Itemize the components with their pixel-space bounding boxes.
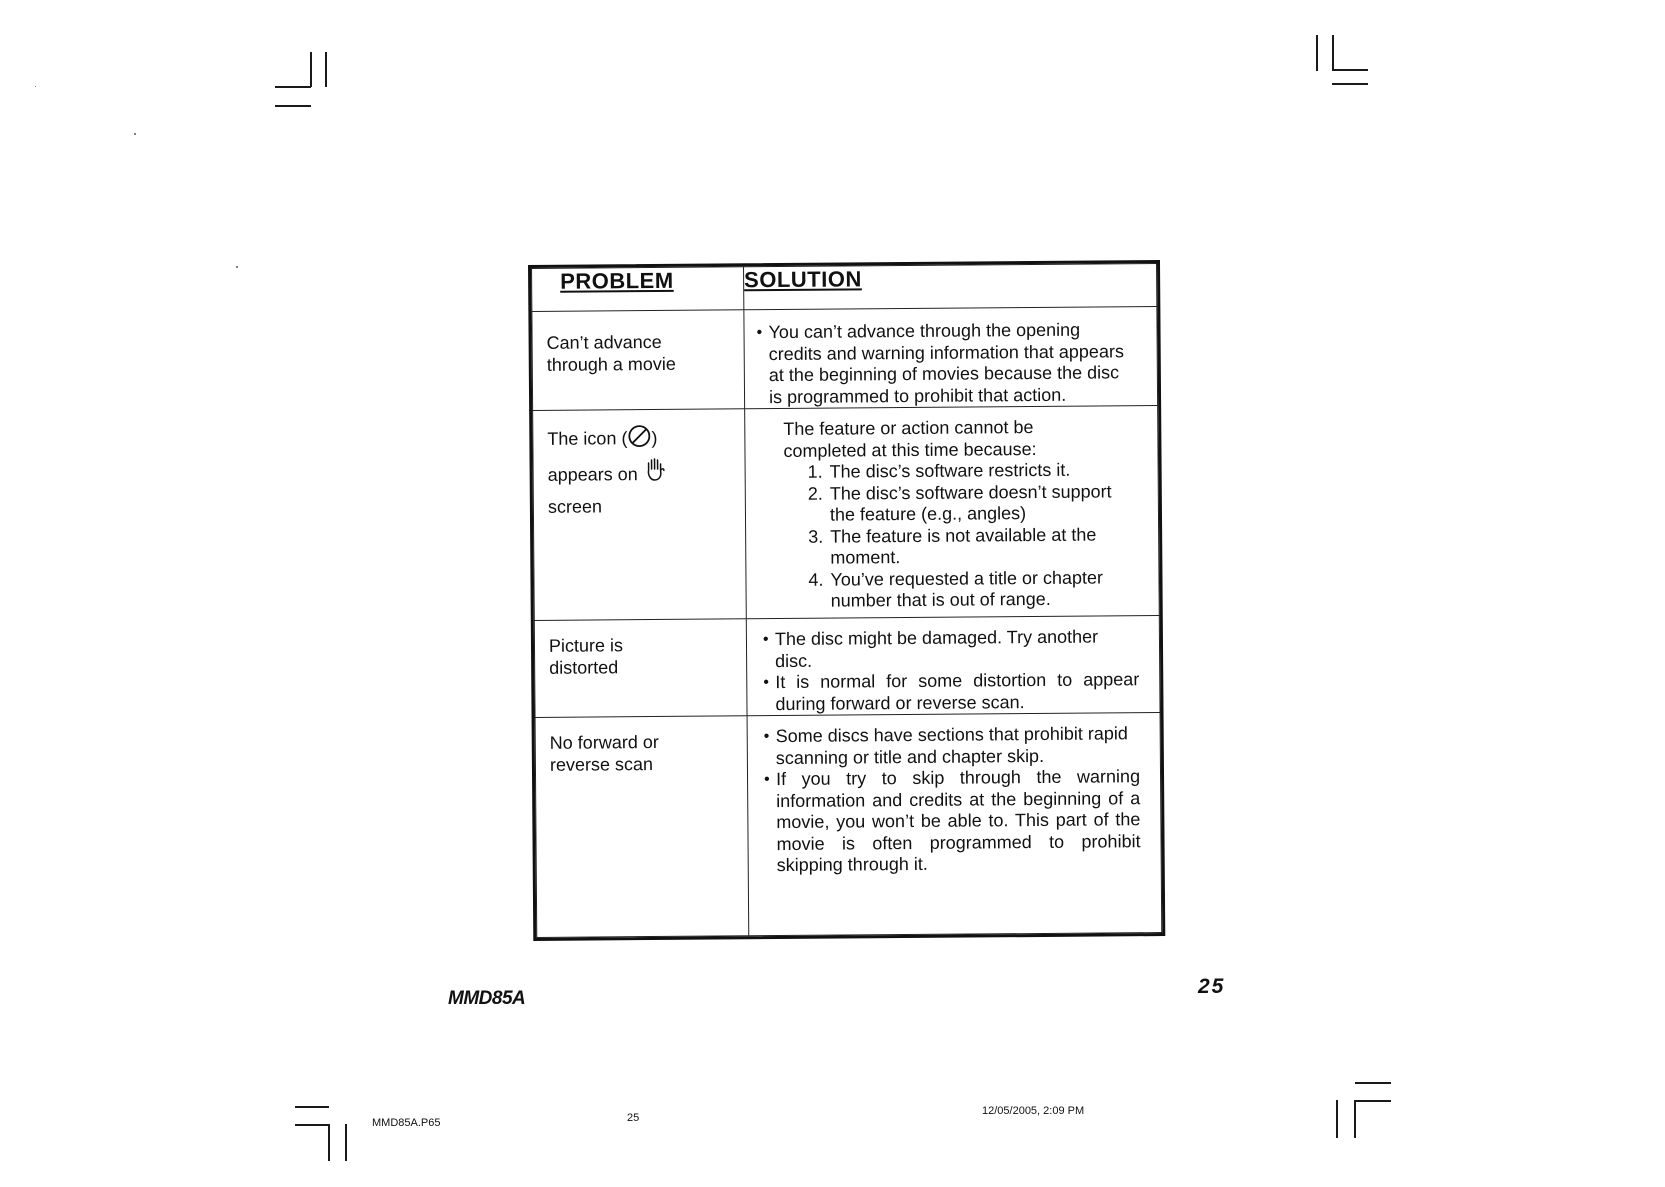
scan-speck: [134, 133, 136, 135]
print-file-name: MMD85A.P65: [372, 1117, 441, 1129]
reason-list: [758, 459, 1139, 612]
problem-header: PROBLEM: [560, 267, 674, 294]
solution-bullet: • The disc might be damaged. Try another disc.: [763, 626, 1139, 672]
crop-mark-top-right-v2: [1332, 35, 1334, 71]
troubleshooting-table: [528, 260, 1165, 941]
table-row: [534, 616, 1160, 718]
table-row: [535, 713, 1162, 938]
solution-bullet: • It is normal for some distortion to appear during forward or reverse scan.: [763, 669, 1140, 714]
hand-stop-icon: [643, 456, 667, 492]
solution-intro: The feature or action cannot be completed at this time because:: [783, 417, 1037, 461]
solution-bullet: • Some discs have sections that prohibit rapid scanning or title and chapter skip.: [764, 723, 1140, 769]
prohibited-circle-icon: [627, 424, 651, 456]
crop-mark-top-right-v1: [1316, 35, 1318, 71]
crop-mark-bottom-left-h1: [295, 1106, 329, 1108]
solution-bullet: • If you try to skip through the warning information and credits at the beginning of a movie, you won’t be able to. This part of the movie is often programmed to prohibit skipping through it.: [763, 766, 1141, 876]
crop-mark-bottom-right-h1: [1355, 1082, 1391, 1084]
problem-text: The icon (: [547, 428, 628, 449]
problem-cell: [534, 619, 747, 718]
solution-text: It is normal for some distortion to appear during forward or reverse scan.: [775, 669, 1140, 714]
problem-text: Picture is: [548, 635, 624, 656]
solution-cell: [746, 616, 1160, 716]
list-item: 4. You’ve requested a title or chapter number that is out of range.: [808, 566, 1104, 611]
table-row: [532, 307, 1158, 411]
problem-cell: [532, 310, 745, 411]
solution-text: You can’t advance through the opening credits and warning information that appears at the beginning of movies because the disc is programmed to prohibit that action.: [768, 319, 1124, 407]
solution-cell: [744, 307, 1158, 409]
crop-mark-bottom-right-h2: [1355, 1100, 1391, 1102]
solution-cell: [747, 713, 1162, 936]
solution-cell: [745, 406, 1160, 619]
solution-text: If you try to skip through the warning information and credits at the beginning of a movie, you won’t be able to. This part of the movie is often programmed to prohibit skipping through it.: [775, 766, 1141, 876]
crop-mark-top-left-h: [275, 86, 311, 88]
problem-text: through a movie: [546, 353, 676, 375]
table-header-row: [532, 264, 1157, 312]
bullet-marker: •: [756, 324, 763, 342]
solution-header-cell: [744, 264, 1157, 310]
list-item: 1. The disc’s software restricts it.: [807, 459, 1071, 482]
print-timestamp: 12/05/2005, 2:09 PM: [982, 1105, 1085, 1117]
problem-text: Can’t advance: [546, 331, 662, 353]
crop-mark-top-left-v2: [325, 52, 327, 87]
print-page-number: 25: [627, 1112, 640, 1124]
model-number: MMD85A: [448, 988, 526, 1009]
crop-mark-bottom-left-h2: [295, 1124, 329, 1126]
crop-mark-top-right-h: [1332, 69, 1368, 71]
crop-mark-bottom-left-v1: [328, 1124, 330, 1161]
problem-text: ): [651, 427, 658, 449]
list-item: 3. The feature is not available at the moment.: [808, 524, 1097, 568]
table-row: [533, 406, 1160, 621]
crop-mark-top-right-h2: [1332, 83, 1368, 85]
problem-text: screen: [547, 496, 603, 517]
crop-mark-bottom-left-v2: [345, 1124, 347, 1161]
crop-mark-bottom-right-v1: [1336, 1100, 1338, 1138]
crop-mark-bottom-right-v2: [1354, 1100, 1356, 1138]
problem-text: distorted: [549, 657, 619, 678]
crop-mark-top-left-h2: [275, 105, 311, 107]
problem-cell: [533, 409, 747, 621]
page-number: 25: [1198, 975, 1226, 998]
crop-mark-top-left-v1: [310, 52, 312, 87]
solution-header: SOLUTION: [744, 266, 862, 293]
solution-bullet: [756, 319, 1137, 408]
scan-speck: [236, 266, 238, 268]
problem-cell: [535, 716, 749, 938]
solution-text: Some discs have sections that prohibit rapid scanning or title and chapter skip.: [775, 723, 1128, 768]
problem-text: appears on: [547, 464, 638, 485]
list-item: 2. The disc’s software doesn’t support the feature (e.g., angles): [807, 480, 1112, 525]
problem-text: No forward or: [549, 731, 659, 753]
problem-header-cell: [532, 267, 744, 312]
scan-speck: [35, 86, 36, 87]
problem-text: reverse scan: [549, 754, 654, 775]
solution-text: The disc might be damaged. Try another disc.: [774, 626, 1099, 671]
